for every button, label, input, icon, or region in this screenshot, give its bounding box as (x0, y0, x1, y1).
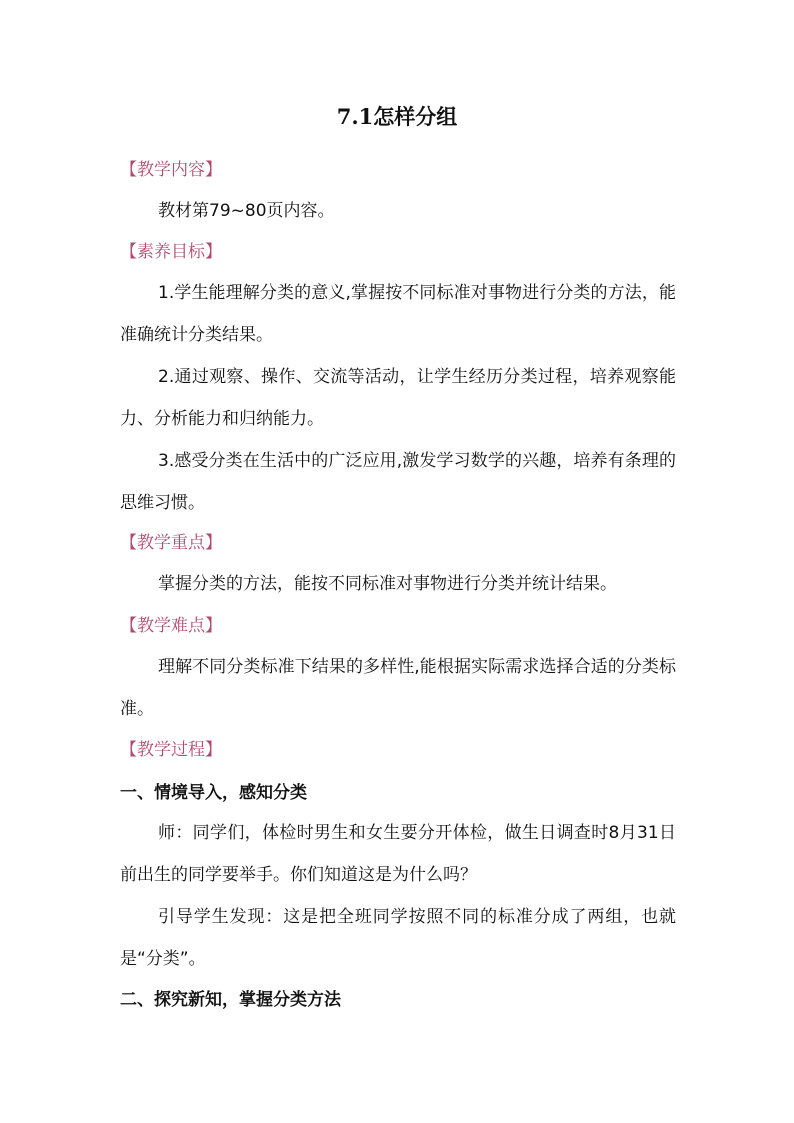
page-title: 7.1怎样分组 (336, 104, 458, 129)
key-points-text: 掌握分类的方法，能按不同标准对事物进行分类并统计结果。 (158, 574, 617, 594)
section-heading-content: 【教学内容】 (120, 160, 222, 180)
part1-heading: 一、情境导入，感知分类 (120, 783, 307, 803)
goal-2: 2.通过观察、操作、交流等活动，让学生经历分类过程，培养观察能力、分析能力和归纳能力。 (120, 367, 676, 429)
section-heading-key-points: 【教学重点】 (120, 533, 222, 553)
goal-1: 1.学生能理解分类的意义,掌握按不同标准对事物进行分类的方法，能准确统计分类结果。 (120, 283, 676, 345)
part1-paragraph-1: 师：同学们，体检时男生和女生要分开体检，做生日调查时8月31日前出生的同学要举手。你们知道这是为什么吗？ (120, 823, 676, 885)
content-text: 教材第79~80页内容。 (158, 201, 335, 221)
section-heading-goals: 【素养目标】 (120, 242, 222, 262)
goal-3: 3.感受分类在生活中的广泛应用,激发学习数学的兴趣，培养有条理的思维习惯。 (120, 451, 676, 513)
section-heading-process: 【教学过程】 (120, 740, 222, 760)
section-heading-difficulties: 【教学难点】 (120, 616, 222, 636)
part2-heading: 二、探究新知，掌握分类方法 (120, 990, 341, 1010)
difficulties-text: 理解不同分类标准下结果的多样性,能根据实际需求选择合适的分类标准。 (120, 657, 676, 719)
part1-paragraph-2: 引导学生发现：这是把全班同学按照不同的标准分成了两组，也就是“分类”。 (120, 907, 676, 969)
